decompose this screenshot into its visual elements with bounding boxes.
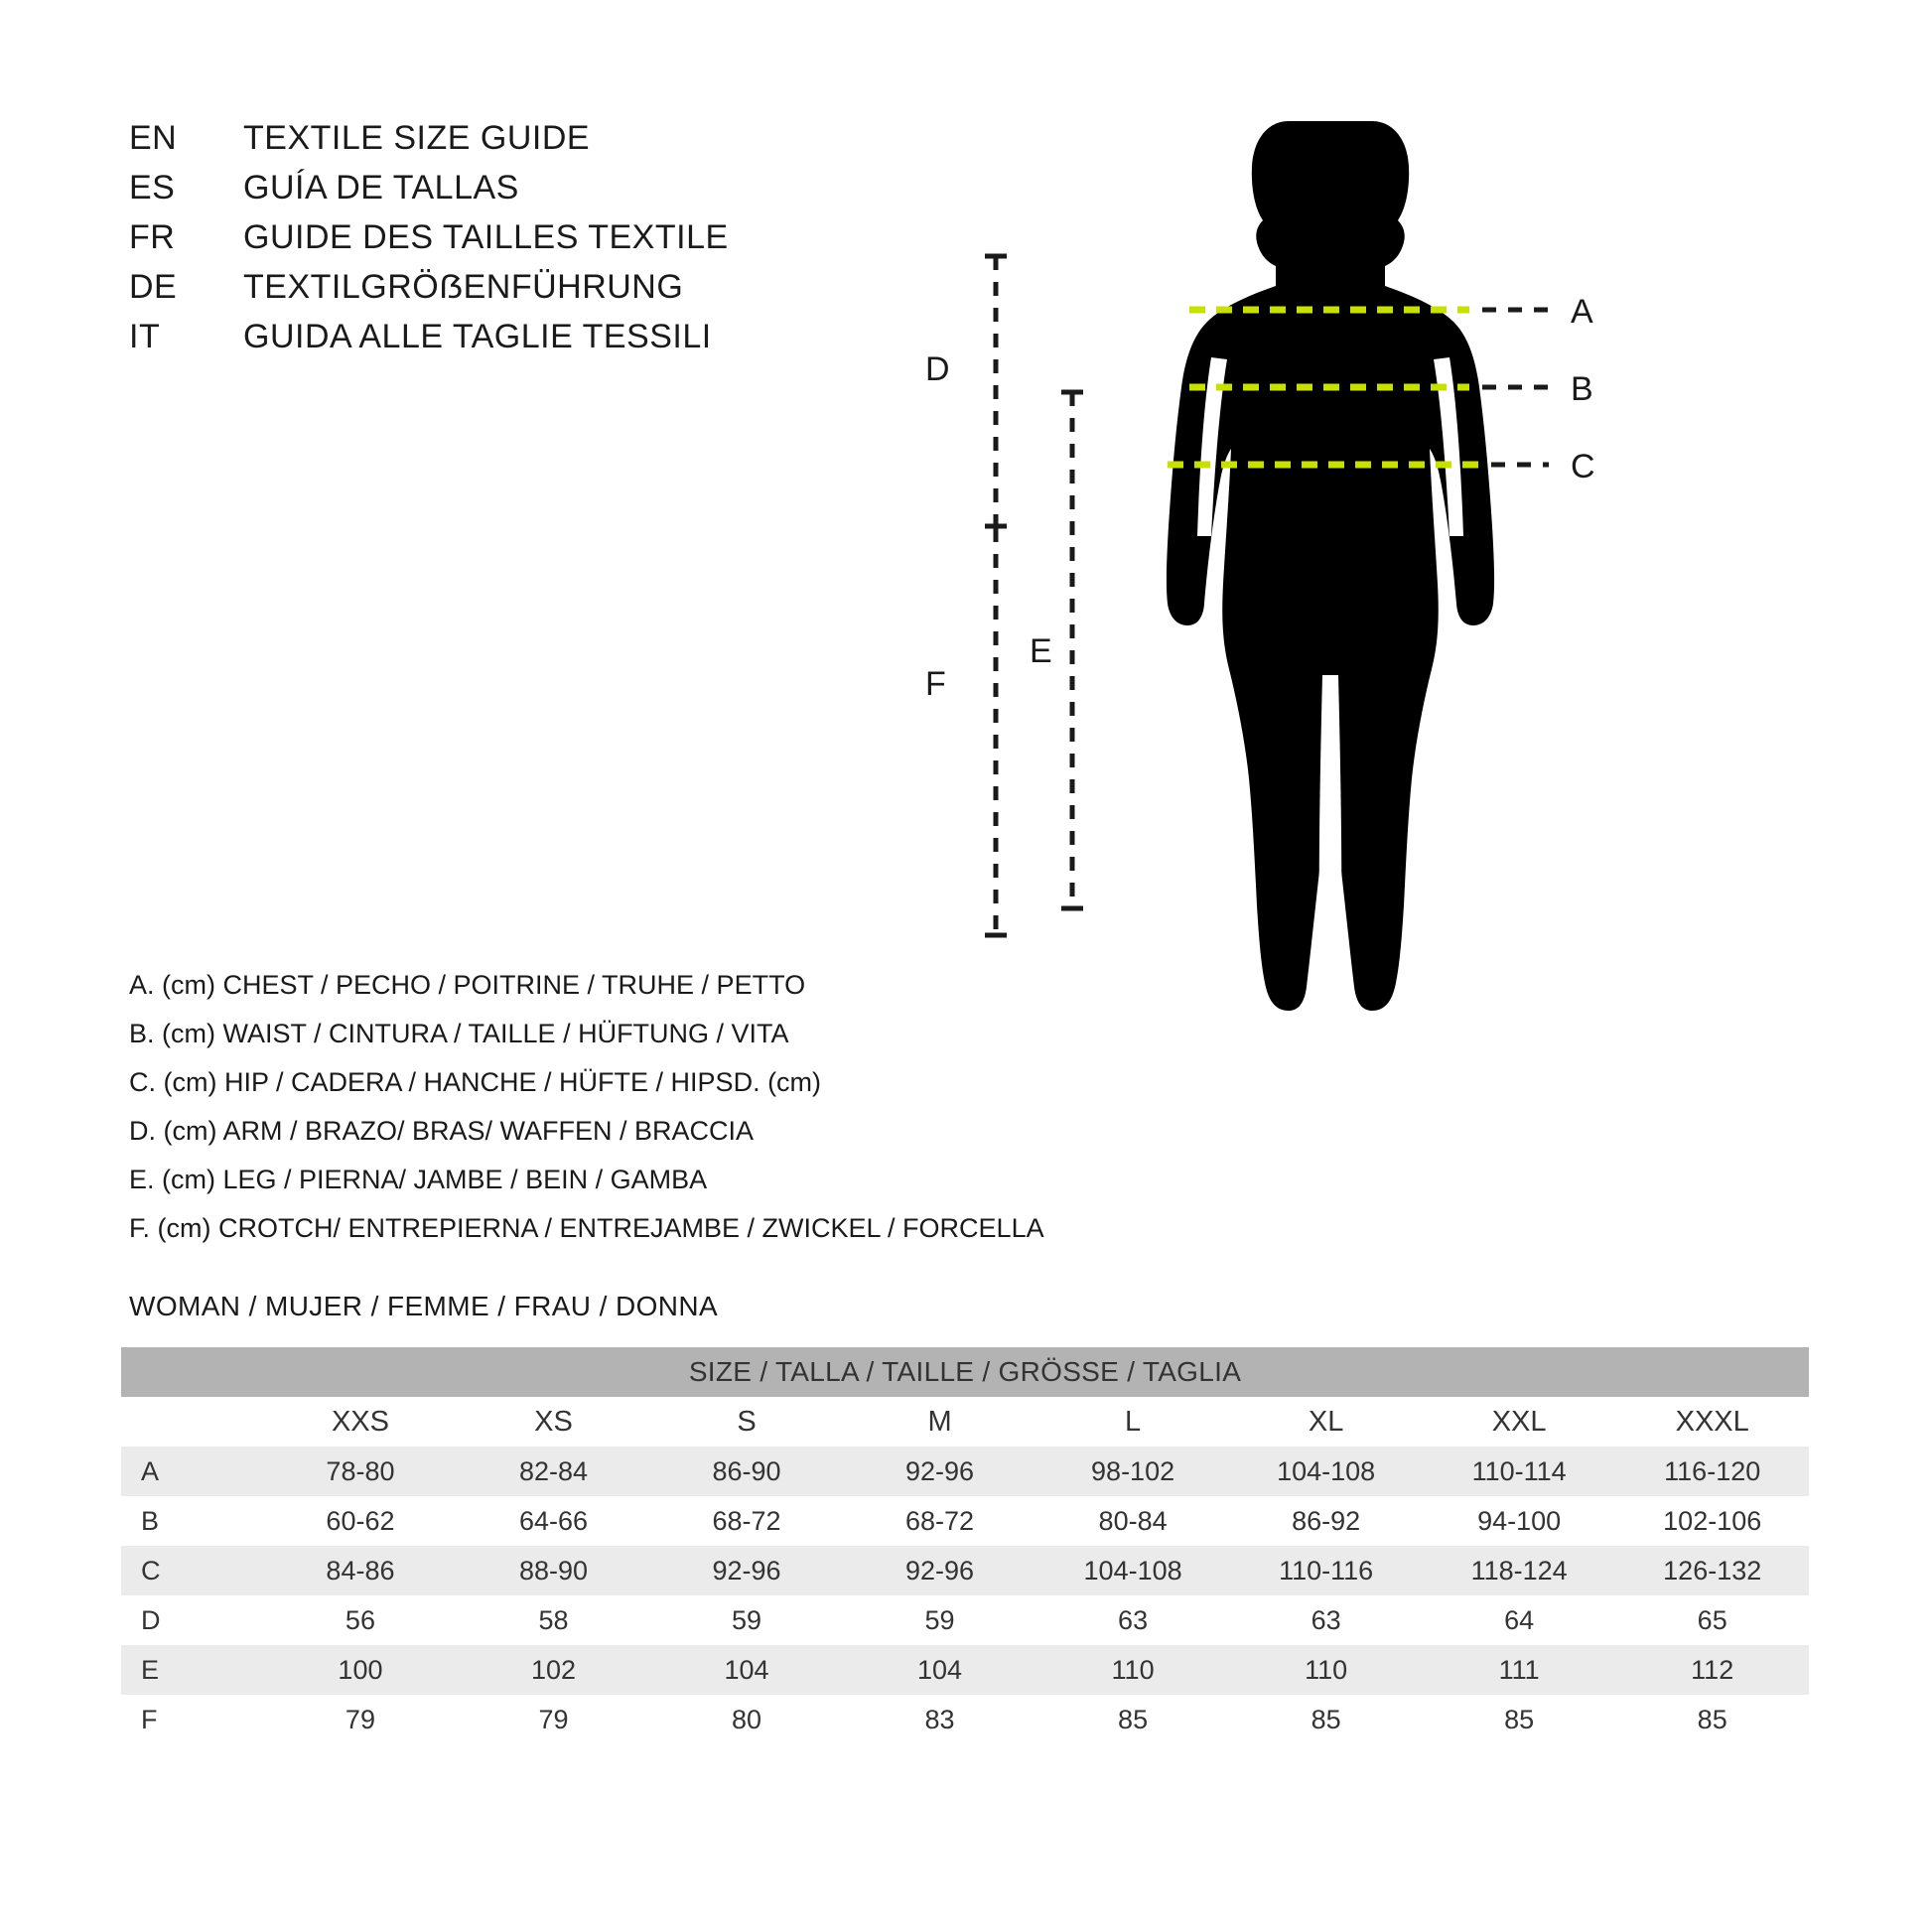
cell-a-l: 98-102 (1036, 1447, 1230, 1496)
cell-e-xxs: 100 (264, 1645, 458, 1695)
cell-b-xl: 86-92 (1229, 1496, 1423, 1546)
cell-c-xs: 88-90 (457, 1546, 650, 1595)
row-label-d: D (121, 1595, 264, 1645)
title-lang-de: DE (129, 268, 178, 306)
table-size-header-row (121, 1397, 1809, 1447)
title-lang-en: EN (129, 119, 178, 157)
size-header-corner (121, 1397, 264, 1447)
row-label-c: C (121, 1546, 264, 1595)
cell-f-xs: 79 (457, 1695, 650, 1744)
cell-d-xxl: 64 (1423, 1595, 1616, 1645)
title-row-de (129, 268, 923, 318)
cell-a-xxl: 110-114 (1423, 1447, 1616, 1496)
title-text-es: GUÍA DE TALLAS (243, 169, 519, 207)
cell-f-xxl: 85 (1423, 1695, 1616, 1744)
body-measurement-diagram (925, 60, 1866, 1231)
legend-item-b: B. (cm) WAIST / CINTURA / TAILLE / HÜFTUNG / VITA (129, 1019, 789, 1048)
group-label: WOMAN / MUJER / FEMME / FRAU / DONNA (129, 1291, 719, 1321)
cell-b-m: 68-72 (843, 1496, 1036, 1546)
cell-c-l: 104-108 (1036, 1546, 1230, 1595)
row-label-a: A (121, 1447, 264, 1496)
cell-d-xxxl: 65 (1615, 1595, 1809, 1645)
title-row-en (129, 119, 923, 169)
size-table-container (121, 1347, 1809, 1744)
cell-e-xs: 102 (457, 1645, 650, 1695)
title-text-en: TEXTILE SIZE GUIDE (243, 119, 591, 157)
cell-c-m: 92-96 (843, 1546, 1036, 1595)
cell-c-s: 92-96 (650, 1546, 844, 1595)
cell-e-xxxl: 112 (1615, 1645, 1809, 1695)
cell-a-xs: 82-84 (457, 1447, 650, 1496)
callout-label-c: C (1571, 448, 1595, 485)
size-header-xxl: XXL (1423, 1397, 1616, 1447)
table-header-band (121, 1347, 1809, 1397)
size-header-xl: XL (1229, 1397, 1423, 1447)
cell-a-xxxl: 116-120 (1615, 1447, 1809, 1496)
table-row (121, 1496, 1809, 1546)
cell-c-xxxl: 126-132 (1615, 1546, 1809, 1595)
size-table (121, 1347, 1809, 1744)
callout-label-b: B (1571, 370, 1593, 408)
title-text-de: TEXTILGRÖẞENFÜHRUNG (243, 268, 684, 306)
title-row-it (129, 318, 923, 367)
cell-b-l: 80-84 (1036, 1496, 1230, 1546)
cell-d-m: 59 (843, 1595, 1036, 1645)
title-text-fr: GUIDE DES TAILLES TEXTILE (243, 218, 729, 256)
table-row (121, 1447, 1809, 1496)
size-header-m: M (843, 1397, 1036, 1447)
cell-c-xl: 110-116 (1229, 1546, 1423, 1595)
legend-item-c: C. (cm) HIP / CADERA / HANCHE / HÜFTE / HIPSD. (cm) (129, 1067, 822, 1097)
cell-e-s: 104 (650, 1645, 844, 1695)
title-lang-fr: FR (129, 218, 176, 256)
table-row (121, 1695, 1809, 1744)
cell-f-l: 85 (1036, 1695, 1230, 1744)
cell-e-xxl: 111 (1423, 1645, 1616, 1695)
cell-f-m: 83 (843, 1695, 1036, 1744)
cell-b-xxl: 94-100 (1423, 1496, 1616, 1546)
title-row-fr (129, 218, 923, 268)
cell-a-s: 86-90 (650, 1447, 844, 1496)
size-header-xs: XS (457, 1397, 650, 1447)
cell-c-xxl: 118-124 (1423, 1546, 1616, 1595)
cell-e-xl: 110 (1229, 1645, 1423, 1695)
cell-a-xl: 104-108 (1229, 1447, 1423, 1496)
cell-c-xxs: 84-86 (264, 1546, 458, 1595)
cell-e-m: 104 (843, 1645, 1036, 1695)
title-text-it: GUIDA ALLE TAGLIE TESSILI (243, 318, 712, 355)
arm-dimension-bracket (985, 256, 1007, 526)
title-block (129, 119, 923, 367)
size-header-xxs: XXS (264, 1397, 458, 1447)
cell-f-s: 80 (650, 1695, 844, 1744)
title-lang-it: IT (129, 318, 161, 355)
dimension-label-d: D (925, 350, 950, 388)
cell-d-l: 63 (1036, 1595, 1230, 1645)
cell-b-xxs: 60-62 (264, 1496, 458, 1546)
cell-f-xxs: 79 (264, 1695, 458, 1744)
cell-b-xs: 64-66 (457, 1496, 650, 1546)
callout-label-a: A (1571, 293, 1593, 331)
dimension-label-e: E (1030, 632, 1052, 670)
leg-gap (1319, 675, 1342, 933)
cell-e-l: 110 (1036, 1645, 1230, 1695)
row-label-b: B (121, 1496, 264, 1546)
measurement-legend (129, 961, 1221, 1253)
row-label-f: F (121, 1695, 264, 1744)
title-row-es (129, 169, 923, 218)
cell-a-xxs: 78-80 (264, 1447, 458, 1496)
size-header-l: L (1036, 1397, 1230, 1447)
cell-a-m: 92-96 (843, 1447, 1036, 1496)
cell-b-xxxl: 102-106 (1615, 1496, 1809, 1546)
row-label-e: E (121, 1645, 264, 1695)
legend-item-f: F. (cm) CROTCH/ ENTREPIERNA / ENTREJAMBE / ZWICKEL / FORCELLA (129, 1213, 1044, 1243)
legend-item-d: D. (cm) ARM / BRAZO/ BRAS/ WAFFEN / BRACCIA (129, 1116, 755, 1146)
table-row (121, 1546, 1809, 1595)
cell-f-xxxl: 85 (1615, 1695, 1809, 1744)
cell-d-s: 59 (650, 1595, 844, 1645)
crotch-dimension-bracket (985, 528, 1007, 935)
cell-b-s: 68-72 (650, 1496, 844, 1546)
dimension-label-f: F (925, 665, 946, 703)
table-header-label: SIZE / TALLA / TAILLE / GRÖSSE / TAGLIA (121, 1347, 1809, 1397)
cell-d-xs: 58 (457, 1595, 650, 1645)
cell-f-xl: 85 (1229, 1695, 1423, 1744)
cell-d-xxs: 56 (264, 1595, 458, 1645)
leg-dimension-bracket (1061, 392, 1083, 908)
legend-item-e: E. (cm) LEG / PIERNA/ JAMBE / BEIN / GAMBA (129, 1165, 708, 1194)
female-silhouette-diagram (925, 60, 1866, 1231)
title-lang-es: ES (129, 169, 176, 207)
table-row (121, 1645, 1809, 1695)
legend-item-a: A. (cm) CHEST / PECHO / POITRINE / TRUHE / PETTO (129, 970, 806, 1000)
table-row (121, 1595, 1809, 1645)
size-header-s: S (650, 1397, 844, 1447)
size-header-xxxl: XXXL (1615, 1397, 1809, 1447)
cell-d-xl: 63 (1229, 1595, 1423, 1645)
